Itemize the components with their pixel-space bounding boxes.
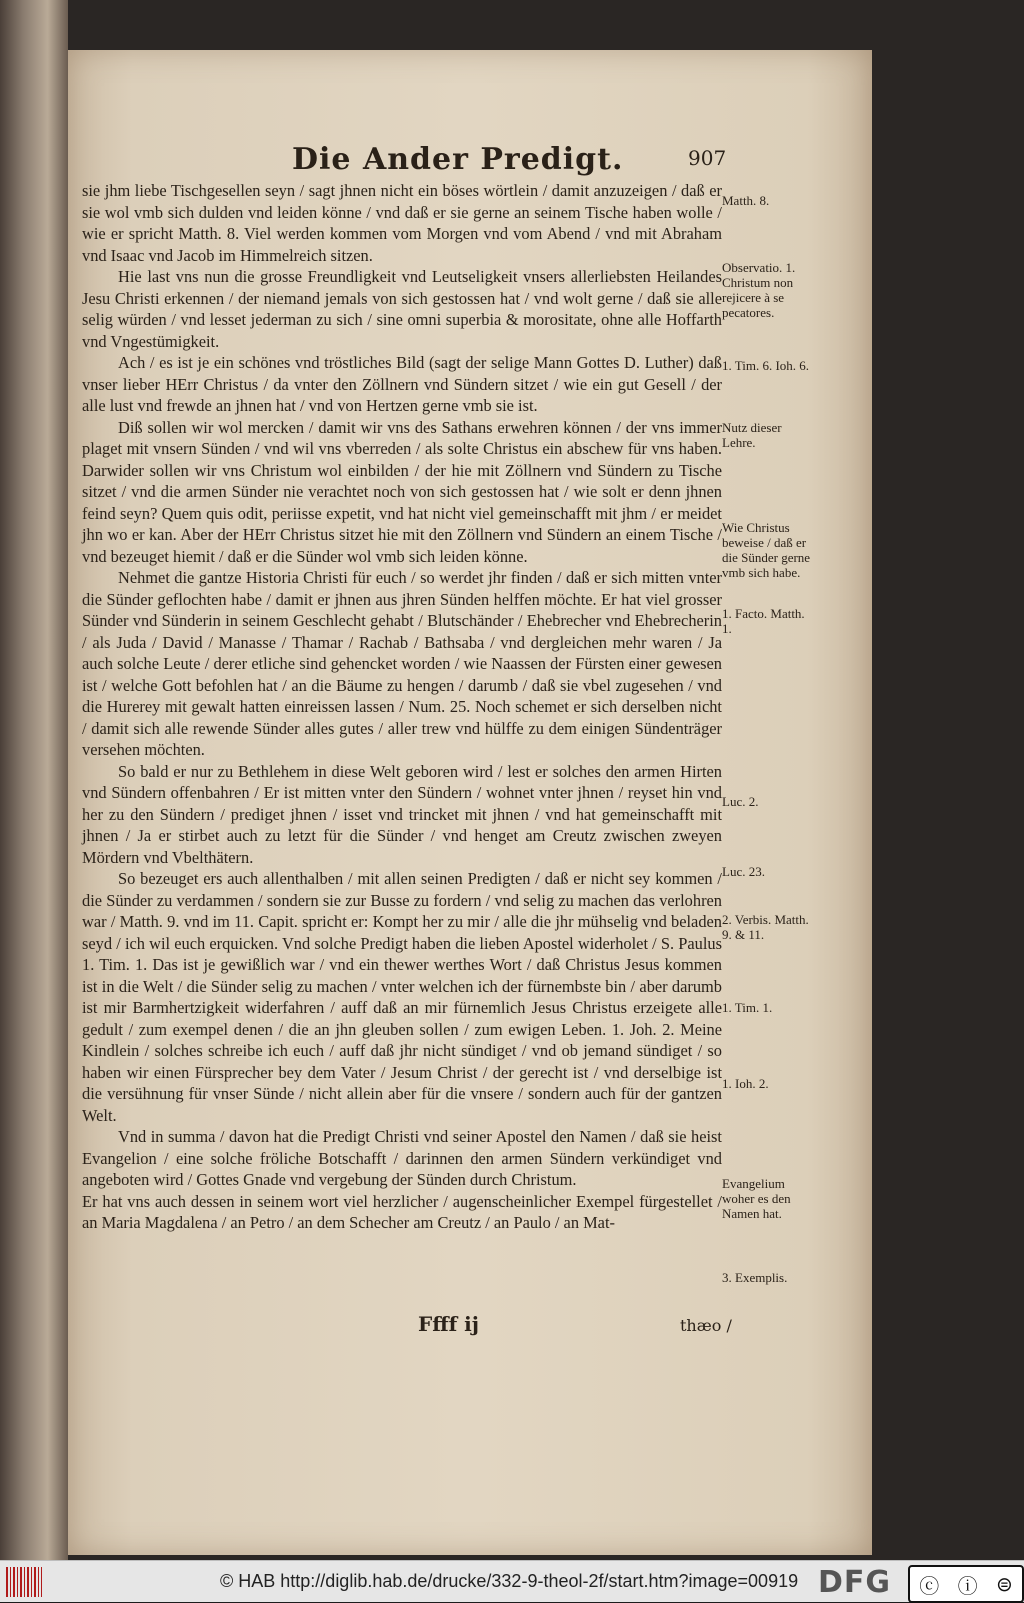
previous-page-edge bbox=[0, 0, 68, 1560]
paragraph: sie jhm liebe Tischgesellen seyn / sagt jhnen nicht ein böses wörtlein / damit anzuzeigen / daß er sie wol vmb sich dulden vnd leiden könne / vnd daß er sie gerne an seinem Tische haben wolle / wie er spricht Matth. 8. Viel werden kommen vom Morgen vnd vom Abend / vnd mit Abraham vnd Isaac vnd Jacob im Himmelreich sitzen. bbox=[82, 181, 722, 265]
dfg-logo[interactable]: DFG bbox=[818, 1565, 892, 1600]
signature-mark: Ffff ij bbox=[418, 1312, 480, 1336]
page-number: 907 bbox=[688, 146, 727, 170]
paragraph: Ach / es ist je ein schönes vnd tröstliches Bild (sagt der selige Mann Gottes D. Luther) daß vnser lieber HErr Christus / da vnter den Zöllnern vnd Sündern sitzet / wie ein gut Gesell / der alle lust vnd frewde an jhnen hat / vnd von Hertzen gerne vmb sie ist. bbox=[82, 353, 722, 415]
library-logo-icon bbox=[6, 1567, 42, 1597]
paragraph: Vnd in summa / davon hat die Predigt Christi vnd seiner Apostel den Namen / daß sie heist Evangelion / eine solche fröliche Botschafft / darinnen den armen Sündern verkündiget vnd angeboten wird / Gottes Gnade vnd vergebung der Sünden durch Christum. bbox=[82, 1127, 722, 1189]
margin-note: Observatio. 1. Christum non rejicere à se pecatores. bbox=[722, 260, 796, 320]
paragraph: So bald er nur zu Bethlehem in diese Welt geboren wird / lest er solches den armen Hirten vnd Sündern offenbahren / Er ist mitten vnter den Sündern / wohnet vnter jhnen / reyset hin vnd her zu den Sündern / prediget jhnen / isset vnd trincket mit jhnen / vnd hat gemeinschafft mit jhnen / Ja er stirbet auch zu letzt für die Sünder / vnd henget am Creutz zwischen zweyen Mördern vnd Vbelthätern. bbox=[82, 761, 722, 867]
paragraph: Nehmet die gantze Historia Christi für euch / so werdet jhr finden / daß er sich mitten vnter die Sünder geflochten habe / damit er jhnen aus jhren Sünden helffen möchte. Er hat viel grosser Sünder vnd Sünderin in seinem Geschlecht gehabt / Blutschänder / Ehebrecher vnd Ehebrecherin / als Juda / David / Manasse / Thamar / Rachab / Bathsaba / vnd dergleichen mehr waren / Ja auch solche Leute / derer etliche sind gehencket worden / wie Naassen der Fürsten einer gewesen ist / welche Gott befohlen hat / an die Bäume zu hengen / darumb / daß sie vbel zugesehen / vnd die Hurerey mit gewalt hatten einreissen lassen / Num. 25. Noch schemet er sich derselben nicht / damit sich alle rewende Sünder alles gutes / aller trew vnd hülffe zu dem einigen Sündenträger versehen möchten. bbox=[82, 568, 722, 759]
by-icon: ⓘ bbox=[957, 1573, 978, 1598]
sa-icon: ⊜ bbox=[996, 1572, 1013, 1596]
margin-note: 2. Verbis. Matth. 9. & 11. bbox=[722, 912, 809, 942]
margin-note: 3. Exemplis. bbox=[722, 1270, 788, 1285]
catchword: thæo / bbox=[680, 1316, 732, 1335]
main-text bbox=[82, 180, 722, 1234]
margin-note: Matth. 8. bbox=[722, 193, 770, 208]
margin-note: 1. Facto. Matth. 1. bbox=[722, 606, 805, 636]
page-heading: Die Ander Predigt. bbox=[292, 142, 624, 177]
paragraph: Er hat vns auch dessen in seinem wort viel herzlicher / augenscheinlicher Exempel fürgestellet / an Maria Magdalena / an Petro / an dem Schecher am Creutz / an Paulo / an Mat- bbox=[82, 1191, 722, 1232]
margin-note: Nutz dieser Lehre. bbox=[722, 420, 782, 450]
paragraph: Diß sollen wir wol mercken / damit wir vns des Sathans erwehren können / der vns immer plaget mit vnsern Sünden / vnd wil vns vberreden / als solte Christus ein abschew für vns haben. Darwider sollen wir vns Christum wol einbilden / der hie mit Zöllnern vnd Sündern zu Tische sitzet / vnd die armen Sünder nie verachtet noch von sich gestossen hat / wie solt er denn jhnen feind seyn? Quem quis odit, periisse expetit, vnd hat nicht viel gemeinschafft mit jhm / er meidet jhn wo er kan. Aber der HErr Christus sitzet hie mit den Zöllnern vnd Sündern an einem Tische / vnd bezeuget hiemit / daß er die Sünder wol vmb sich leiden könne. bbox=[82, 417, 722, 566]
viewer-footer bbox=[0, 1560, 1024, 1602]
copyright-link[interactable]: © HAB http://diglib.hab.de/drucke/332-9-theol-2f/start.htm?image=00919 bbox=[220, 1571, 799, 1591]
margin-note: Wie Christus beweise / daß er die Sünder gerne vmb sich habe. bbox=[722, 520, 811, 580]
paragraph: Hie last vns nun die grosse Freundligkeit vnd Leutseligkeit vnsers allerliebsten Heilandes Jesu Christi erkennen / der niemand jemals von sich gestossen hat / vnd wolt gerne / daß sie alle selig würden / vnd lesset jederman zu sich / sine omni superbia & morositate, ohne alle Hoffarth vnd Vngestümigkeit. bbox=[82, 267, 722, 351]
margin-note: 1. Tim. 6. Ioh. 6. bbox=[722, 358, 810, 373]
margin-note: Evangelium woher es den Namen hat. bbox=[722, 1176, 791, 1221]
margin-note: Luc. 23. bbox=[722, 864, 765, 879]
cc-icon: ⓒ bbox=[919, 1573, 940, 1598]
margin-note: 1. Ioh. 2. bbox=[722, 1076, 769, 1091]
license-badge[interactable] bbox=[908, 1565, 1024, 1603]
paragraph: So bezeuget ers auch allenthalben / mit allen seinen Predigten / daß er nicht sey kommen / die Sünder zu verdammen / sondern sie zur Busse zu fordern / vnd selig zu machen das verlohren war / Matth. 9. vnd im 11. Capit. spricht er: Kompt her zu mir / alle die jhr mühselig vnd beladen seyd / ich wil euch erquicken. Vnd solche Predigt haben die lieben Apostel widerholet / S. Paulus 1. Tim. 1. Das ist je gewißlich war / vnd ein thewer werthes Wort / daß Christus Jesus kommen ist in die Welt / die Sünder selig zu machen / vnter welchen ich der fürnembste bin / aber darumb ist mir Barmhertzigkeit widerfahren / auff daß an mir fürnemlich Jesus Christus erzeigete alle gedult / zum exempel denen / die an jhn gleuben sollen / zum ewigen Leben. 1. Joh. 2. Meine Kindlein / solches schreibe ich euch / auff daß jhr nicht sündiget / vnd ob jemand sündiget / so haben wir einen Fürsprecher bey dem Vater / Jesum Christ / der gerecht ist / vnd derselbige ist die versühnung für vnser Sünde / nicht allein aber für die vnsere / sondern auch für der gantzen Welt. bbox=[82, 869, 722, 1125]
margin-note: 1. Tim. 1. bbox=[722, 1000, 773, 1015]
margin-note: Luc. 2. bbox=[722, 794, 759, 809]
